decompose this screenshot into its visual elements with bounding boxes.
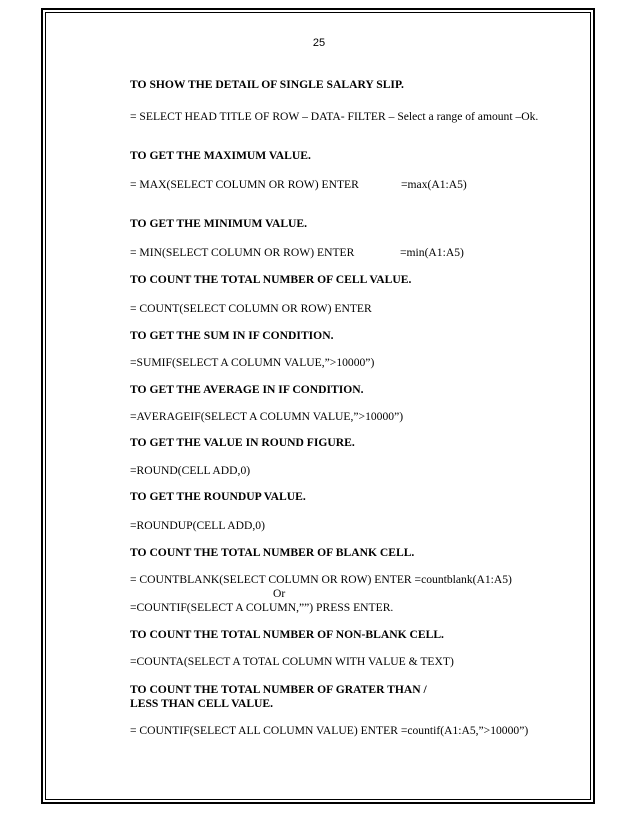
heading-count: TO COUNT THE TOTAL NUMBER OF CELL VALUE. — [130, 273, 412, 286]
or-label: Or — [273, 587, 286, 600]
heading-countif-greater: TO COUNT THE TOTAL NUMBER OF GRATER THAN / — [130, 683, 427, 696]
body-salary-slip: = SELECT HEAD TITLE OF ROW – DATA- FILTER – Select a range of amount –Ok. — [130, 110, 539, 123]
heading-roundup: TO GET THE ROUNDUP VALUE. — [130, 490, 306, 503]
heading-countblank: TO COUNT THE TOTAL NUMBER OF BLANK CELL. — [130, 546, 415, 559]
heading-averageif: TO GET THE AVERAGE IN IF CONDITION. — [130, 383, 364, 396]
heading-round: TO GET THE VALUE IN ROUND FIGURE. — [130, 436, 355, 449]
body-minimum: = MIN(SELECT COLUMN OR ROW) ENTER — [130, 246, 355, 259]
body-sumif: =SUMIF(SELECT A COLUMN VALUE,”>10000”) — [130, 356, 375, 369]
body-countif-greater: = COUNTIF(SELECT ALL COLUMN VALUE) ENTER =countif(A1:A5,”>10000”) — [130, 724, 529, 737]
heading-countif-greater-line2: LESS THAN CELL VALUE. — [130, 697, 274, 710]
heading-minimum: TO GET THE MINIMUM VALUE. — [130, 217, 308, 230]
body-count: = COUNT(SELECT COLUMN OR ROW) ENTER — [130, 302, 372, 315]
body-counta: =COUNTA(SELECT A TOTAL COLUMN WITH VALUE & TEXT) — [130, 655, 454, 668]
body-averageif: =AVERAGEIF(SELECT A COLUMN VALUE,”>10000”) — [130, 410, 404, 423]
body-roundup: =ROUNDUP(CELL ADD,0) — [130, 519, 265, 532]
body-countblank: = COUNTBLANK(SELECT COLUMN OR ROW) ENTER =countblank(A1:A5) — [130, 573, 512, 586]
example-maximum: =max(A1:A5) — [401, 178, 467, 191]
heading-sumif: TO GET THE SUM IN IF CONDITION. — [130, 329, 334, 342]
heading-maximum: TO GET THE MAXIMUM VALUE. — [130, 149, 311, 162]
example-minimum: =min(A1:A5) — [400, 246, 464, 259]
heading-salary-slip: TO SHOW THE DETAIL OF SINGLE SALARY SLIP. — [130, 78, 404, 91]
page-border-inner — [45, 12, 591, 800]
body-maximum: = MAX(SELECT COLUMN OR ROW) ENTER — [130, 178, 359, 191]
page-number: 25 — [312, 37, 326, 49]
body-countif-blank: =COUNTIF(SELECT A COLUMN,””) PRESS ENTER. — [130, 601, 394, 614]
body-round: =ROUND(CELL ADD,0) — [130, 464, 251, 477]
heading-counta: TO COUNT THE TOTAL NUMBER OF NON-BLANK CELL. — [130, 628, 444, 641]
